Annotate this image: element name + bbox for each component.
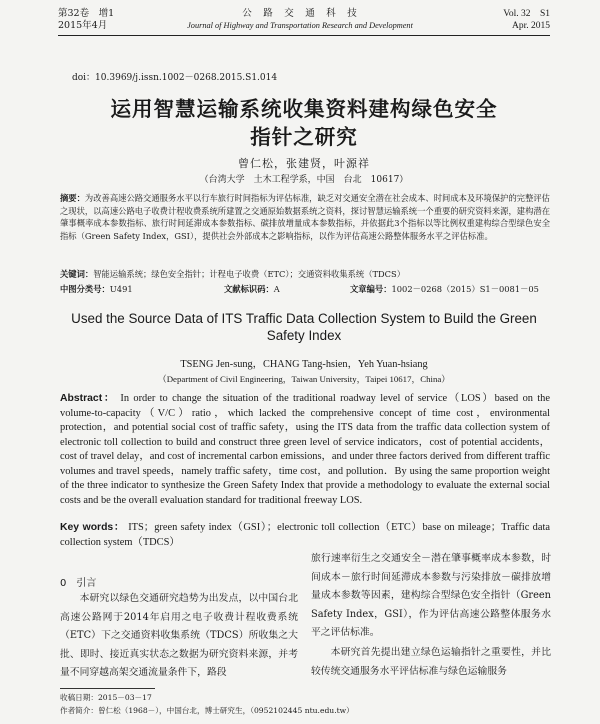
title-cn-line2: 指针之研究 — [250, 125, 358, 149]
clc-number — [60, 283, 133, 295]
header-volume-en: Vol. 32 S1 — [503, 9, 550, 19]
keywords-cn-text: 智能运输系统；绿色安全指针；计程电子收费（ETC）；交通资料收集系统（TDCS） — [93, 269, 406, 279]
article-number-value: 1002－0268（2015）S1－0081－05 — [391, 284, 539, 294]
abstract-cn — [60, 192, 550, 242]
keywords-en-label: Key words： — [60, 522, 125, 533]
abstract-en-text: In order to change the situation of the traditional roadway level of service（LOS）based on the volume-to-capacity（V/C）ratio，which lacked the comprehensive concept of time cost，environmental protection，and potential social cost of traffic safety，using the ITS data from the traffic data collection system of electronic toll collection to build and construct three green level of service indicators，cost of potential accidents，cost of travel delay，and cost of incremental carbon emissions，and under three factors derived from different traffic volumes and travel speeds，namely traffic safety，time cost，and pollution．By using the same proportion weight of the three indicator to synthesize the Green Safety Index that provide a methodology to evaluate the external social costs and be the overall evaluation standard for traditional freeway LOS. — [60, 393, 550, 506]
section-heading — [60, 574, 96, 589]
clc-value: U491 — [109, 284, 133, 294]
header-divider — [58, 35, 550, 36]
doi: doi：10.3969/j.issn.1002－0268.2015.S1.014 — [72, 73, 278, 83]
authors-en: TSENG Jen-sung，CHANG Tang-hsien，Yeh Yuan-hsiang — [180, 359, 428, 370]
affiliation-en: （Department of Civil Engineering，Taiwan University，Taipei 10617，China） — [157, 374, 451, 384]
abstract-en — [60, 392, 550, 508]
body-right-paragraph-2: 本研究首先提出建立绿色运输指针之重要性，并比较传统交通服务水平评估标准与绿色运输服务 — [311, 647, 551, 677]
abstract-cn-label: 摘要： — [60, 193, 85, 203]
journal-name-cn: 公 路 交 通 科 技 — [242, 8, 358, 19]
section-title: 引言 — [76, 578, 97, 589]
doc-code-label: 文献标识码： — [224, 284, 274, 294]
header-date: 2015年4月 — [58, 20, 108, 31]
clc-label: 中图分类号： — [60, 284, 110, 294]
doc-code-value: A — [273, 284, 280, 294]
authors-cn: 曾仁松，张建贤，叶源祥 — [238, 157, 370, 170]
title-en: Used the Source Data of ITS Traffic Data Collection System to Build the Green Safety Index — [71, 311, 537, 343]
footnote-divider — [60, 688, 155, 689]
section-number: 0 — [60, 578, 67, 589]
body-right-paragraph-1: 旅行速率衍生之交通安全－潜在肇事概率成本参数，时间成本－旅行时间延滞成本参数与污染排放－碳排放增量成本参数等因素，建构综合型绿色安全指针（Green Safety Index，GSI），作为评估高速公路整体服务水平之评估标准。 — [311, 553, 551, 639]
keywords-cn — [60, 268, 550, 281]
article-number-label: 文章编号： — [350, 284, 392, 294]
journal-name-en: Journal of Highway and Transportation Research and Development — [187, 21, 413, 30]
abstract-cn-text: 为改善高速公路交通服务水平以行车旅行时间指标为评估标准，缺乏对交通安全潜在社会成本、时间成本及环境保护的完整评估之现状，以高速公路电子收费计程收费系统所建置之交通原始数据系统之资料，探讨智慧运输系统一个重要的研究资料来源，建构潜在肇事概率成本参数指标、旅行时间延滞成本参数指标、碳排放增量成本参数指标，并依据此3个指标以等比例权重建构综合型绿色安全指标（Green Safety Index，GSI），提供社会外部成本之影响指标，以作为评估高速公路整体服务水平之评估标准。 — [60, 193, 550, 241]
keywords-cn-label: 关键词： — [60, 269, 94, 279]
body-left-column: 本研究以绿色交通研究趋势为出发点，以中国台北高速公路网于2014年启用之电子收费计程收费系统（ETC）下之交通资料收集系统（TDCS）所收集之大批、即时、接近真实状态之数据为研究资料来源，并考量不同穿越高架交通流量条件下，路段 — [60, 593, 298, 679]
document-code — [224, 283, 280, 295]
keywords-en-text: ITS；green safety index（GSI）；electronic toll collection（ETC）base on mileage；Traffic data collection system（TDCS） — [60, 522, 550, 548]
header-date-en: Apr. 2015 — [512, 21, 550, 31]
received-date: 收稿日期：2015－03－17 — [60, 693, 152, 702]
abstract-en-label: Abstract： — [60, 393, 117, 404]
author-bio: 作者简介：曾仁松（1968－），中国台北，博士研究生，（0952102445 ntu.edu.tw） — [60, 706, 354, 715]
title-cn-line1: 运用智慧运输系统收集资料建构绿色安全 — [110, 97, 498, 121]
article-number — [350, 283, 539, 295]
keywords-en — [60, 521, 550, 550]
affiliation-cn: （台湾大学 土木工程学系，中国 台北 10617） — [199, 175, 409, 185]
header-volume: 第32卷 增1 — [58, 8, 115, 19]
